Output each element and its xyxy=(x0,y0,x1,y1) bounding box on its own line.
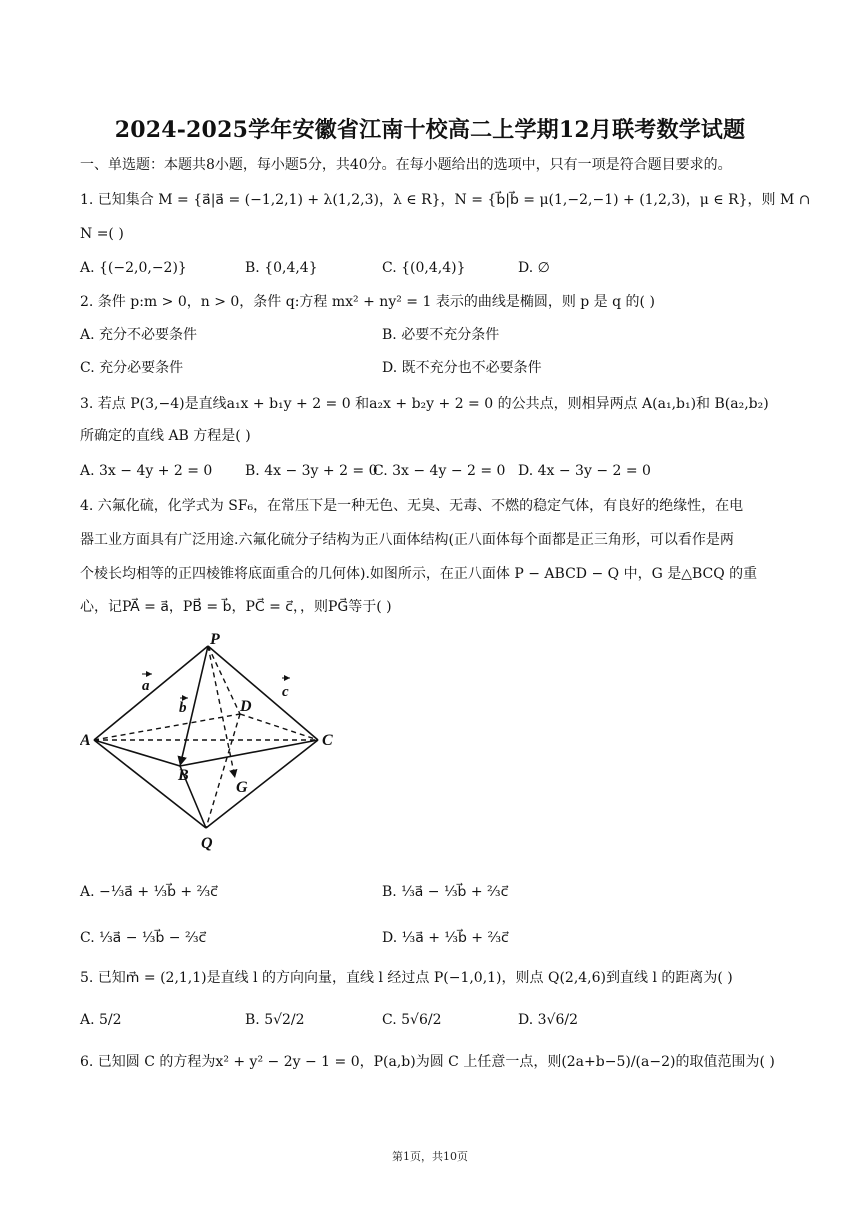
edge-dq xyxy=(206,714,240,828)
label-d: D xyxy=(240,698,252,715)
label-b: B xyxy=(178,767,189,784)
question-3-option-b: B. 4x − 3y + 2 = 0 xyxy=(245,463,378,479)
question-3-option-c: C. 3x − 4y − 2 = 0 xyxy=(373,463,506,479)
question-5-line-1: 5. 已知m⃗ = (2,1,1)是直线 l 的方向向量，直线 l 经过点 P(−1,0,1)，则点 Q(2,4,6)到直线 l 的距离为( ) xyxy=(80,970,733,986)
question-5-option-d: D. 3√6/2 xyxy=(518,1012,578,1028)
edge-pa xyxy=(94,646,208,740)
question-1-line-1: 1. 已知集合 M = {a⃗|a⃗ = (−1,2,1) + λ(1,2,3)，λ ∈ R}，N = {b⃗|b⃗ = μ(1,−2,−1) + (1,2,3)，μ ∈ R}，则 M ∩ xyxy=(80,192,811,208)
edge-cq xyxy=(206,740,318,828)
label-p: P xyxy=(210,632,220,648)
question-3-option-d: D. 4x − 3y − 2 = 0 xyxy=(518,463,651,479)
label-vector-a: a xyxy=(142,678,150,694)
question-1-line-2: N =( ) xyxy=(80,226,124,242)
label-c: C xyxy=(322,732,333,749)
label-a: A xyxy=(80,732,91,749)
question-2-option-c: C. 充分必要条件 xyxy=(80,360,184,376)
question-1-option-d: D. ∅ xyxy=(518,260,550,276)
label-q: Q xyxy=(201,835,213,852)
page-footer: 第1页，共10页 xyxy=(392,1150,468,1163)
label-vector-c: c xyxy=(282,684,289,700)
question-4-line-2: 器工业方面具有广泛用途.六氟化硫分子结构为正八面体结构(正八面体每个面都是正三角形，可以看作是两 xyxy=(80,532,734,548)
question-2-option-a: A. 充分不必要条件 xyxy=(80,327,198,343)
edge-dc xyxy=(240,714,318,740)
question-4-option-a: A. −⅓a⃗ + ⅓b⃗ + ⅔c⃗ xyxy=(80,884,218,900)
question-1-option-c: C. {(0,4,4)} xyxy=(382,260,466,276)
question-1-option-a: A. {(−2,0,−2)} xyxy=(80,260,187,276)
question-4-line-4: 心，记PA⃗ = a⃗，PB⃗ = b⃗，PC⃗ = c⃗，，则PG⃗等于( ) xyxy=(80,599,392,615)
exam-title: 2024-2025学年安徽省江南十校高二上学期12月联考数学试题 xyxy=(114,117,746,143)
question-1-option-b: B. {0,4,4} xyxy=(245,260,318,276)
question-2-line-1: 2. 条件 p:m > 0，n > 0，条件 q:方程 mx² + ny² = 1 表示的曲线是椭圆，则 p 是 q 的( ) xyxy=(80,294,655,310)
question-4-line-1: 4. 六氟化硫，化学式为 SF₆，在常压下是一种无色、无臭、无毒、不燃的稳定气体，有良好的绝缘性，在电 xyxy=(80,498,744,514)
question-4-line-3: 个棱长均相等的正四棱锥将底面重合的几何体).如图所示，在正八面体 P − ABCD − Q 中，G 是△BCQ 的重 xyxy=(80,566,758,582)
question-3-option-a: A. 3x − 4y + 2 = 0 xyxy=(80,463,213,479)
question-4-option-d: D. ⅓a⃗ + ⅓b⃗ + ⅔c⃗ xyxy=(382,930,509,946)
question-3-line-2: 所确定的直线 AB 方程是( ) xyxy=(80,428,251,444)
edge-pd xyxy=(208,646,240,714)
question-2-option-d: D. 既不充分也不必要条件 xyxy=(382,360,542,376)
question-5-option-a: A. 5/2 xyxy=(80,1012,122,1028)
edge-ab xyxy=(94,740,180,766)
section-heading: 一、单选题：本题共8小题，每小题5分，共40分。在每小题给出的选项中，只有一项是符合题目要求的。 xyxy=(80,157,732,173)
question-5-option-c: C. 5√6/2 xyxy=(382,1012,442,1028)
question-2-option-b: B. 必要不充分条件 xyxy=(382,327,500,343)
octahedron-figure xyxy=(80,632,350,860)
question-6-line-1: 6. 已知圆 C 的方程为x² + y² − 2y − 1 = 0，P(a,b)为圆 C 上任意一点，则(2a+b−5)/(a−2)的取值范围为( ) xyxy=(80,1054,775,1070)
question-5-option-b: B. 5√2/2 xyxy=(245,1012,305,1028)
label-vector-b: b xyxy=(179,700,187,716)
question-3-line-1: 3. 若点 P(3,−4)是直线a₁x + b₁y + 2 = 0 和a₂x + b₂y + 2 = 0 的公共点，则相异两点 A(a₁,b₁)和 B(a₂,b₂) xyxy=(80,396,769,412)
question-4-option-c: C. ⅓a⃗ − ⅓b⃗ − ⅔c⃗ xyxy=(80,930,207,946)
question-4-option-b: B. ⅓a⃗ − ⅓b⃗ + ⅔c⃗ xyxy=(382,884,509,900)
edge-ad xyxy=(94,714,240,740)
edge-bc xyxy=(180,740,318,766)
edge-aq xyxy=(94,740,206,828)
label-g: G xyxy=(236,779,248,796)
